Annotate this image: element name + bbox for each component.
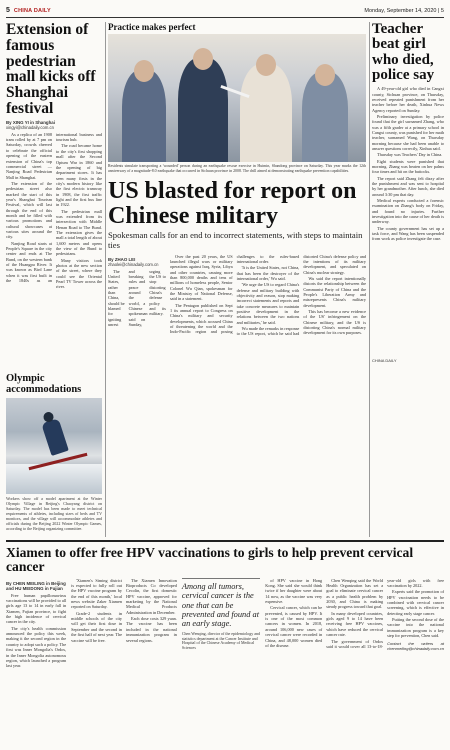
photo-headline: Practice makes perfect [108,22,196,32]
paragraph: Putting the second dose of the vaccine into the national immunization program is a key step for prevention, Chen said. [387,617,444,639]
pull-quote-text: Among all tumors, cervical cancer is the one that can be prevented and found at an early stage. [181,581,260,629]
center-dek: Spokesman calls for an end to incorrect statements, with steps to maintain ties [108,230,363,250]
paragraph: of HPV vaccine in Hong Kong. She said she would think twice if her daughter were about 14 now, as the vaccine was very expensive. [265,577,323,605]
page-number: 5 [6,7,10,14]
paragraph: The United States, rather than China, should be blamed for igniting unrest and breaking rules and peace around the world, a Chinese spokesman said on Sunday, urging the US to stop distorting China's defense policy and its military. [108,268,166,327]
paragraph: Medical experts conducted a forensic examination on Zhang's body on Friday, and found no injuries. Further investigation into the cause of her death is underway. [372,198,444,225]
left-headline: Extension of famous pedestrian mall kicks off Shanghai festival [6,21,96,117]
paragraph: Over the past 20 years, the US launched illegal wars or military operations against Iraq, Syria, Libya and other countries, causing more than 800,000 deaths and tens of millions of homeless people, Senior Colonel Wu Qian, spokesman for the Ministry of National Defense, said in a statement. [170,253,233,302]
bottom-columns [6,578,444,750]
left-byline-name: By XING YI in Shanghai [6,119,55,125]
paragraph: Preliminary investigation by police found that the girl surnamed Zhang, who was a fifth grader at a primary school in Cangxi county, was punished for her math teacher, surnamed Wang, on Thursday morning because she had been unable to answer questions correctly, Xinhua said. [372,113,444,151]
center-story [108,22,366,539]
paragraph: Chen Wenqing said the World Health Organization has set a goal to eliminate cervical cancer as a public health problem by 2030, and China is making steady progress toward that goal. [326,577,384,610]
photo-skier-figure [41,418,69,456]
paragraph: The Xiamen Innovation Bioproducts Co developed Cecolin, the first domestic HPV vaccine, approved for marketing by the National Medical Products Administration in December. [126,577,177,615]
right-body [372,86,444,356]
photo-snow [6,464,102,494]
paragraph: 'It is the United States, not China, that has been the destroyer of the international order,' Wu said. [236,265,300,281]
bottom-body-b [265,578,444,750]
center-headline: US blasted for report on Chinese military [108,178,357,229]
photo-person [240,64,292,162]
right-credit: CHINA DAILY [372,358,397,364]
paragraph: The pedestrian mall was extended from its intersection with Middle Henan Road to The Bund. The extension gives the mall a total length of about 1,600 meters and opens the view of the Bund to pedestrians. [56,208,102,257]
right-story [372,22,444,539]
pull-quote-attribution: Chen Wenqing, director of the epidemiology and statistics department at the Cancer Institute and Hospital of the Chinese Academy of Medical Sciences [181,630,261,651]
drill-caption: Residents simulate transporting a 'wounded' person during an earthquake rescue exercise in Huimin, Shandong province on Saturday. This year marks the 12th anniversary of a magnitude-8.0 earthquake that occurred in Sichuan province in 2008. The drill aimed at demonstrating earthquake prevention capabilities. [108,164,366,173]
header-left [6,7,51,14]
paragraph: Each dose costs 329 yuan. The vaccine has been included in the national immunization program in several regions. [126,616,177,643]
paragraph: Experts said the promotion of HPV vaccination needs to be combined with cervical cancer screening, which is effective in detecting early stage cancer. [387,589,444,616]
center-body [170,254,366,422]
paragraph: As a replica of an 1908 tram rolled by at 7 pm on Saturday, crowds cheered to celebrate the official opening of the eastern extension of China's top commercial street — Nanjing Road Pedestrian Mall in Shanghai. [6,131,52,180]
bottom-body-a [71,578,177,750]
paragraph: In many developed countries, girls aged 9 to 14 have been receiving free HPV vaccines, which have reduced the cervical cancer rate. [326,610,384,638]
paragraph: Thursday was Teachers' Day in China. [377,152,443,158]
center-byline [108,254,166,437]
bottom-byline-col [6,578,66,750]
paragraph: The city's health commission announced the policy this week, making it the second region in the country to adopt such a policy. The first was Inner Mongolia's Ordos, in the Inner Mongolia autonomous region, which launched a program last year. [6,625,67,669]
page-header [6,4,444,18]
left-byline [6,120,102,130]
paragraph: Cervical cancer, which can be prevented, is caused by HPV. It is one of the most common cancers in women. In 2018, around 106,000 new cases of cervical cancer were recorded in China, and 48,000 women died of the disease. [265,605,323,648]
olympic-caption: Workers show off a model apartment at the Winter Olympic Village in Beijing's Chaoyang district on Saturday. The model has been made to meet technical requirements of athletes, including sizes of beds and TV monitors, and the village will accommodate athletes and officials during the Beijing 2022 Winter Olympic Games, according to the Beijing organizing committee. [6,495,102,531]
olympic-photo [6,398,102,494]
bottom-lede [6,593,66,669]
issue-date: Monday, September 14, 2020 | 5 [364,7,444,14]
paragraph: 'We urge the US to regard China's defense and military building with objectivity and reason, stop making incorrect statements and reports and take concrete measures to maintain positive development in the relations between the two nations and militaries,' he said. [236,282,300,325]
paragraph: The extension of the pedestrian street also marked the start of this year's Shanghai Tourism Festival, which will last through the end of this month and be filled with various promotions and cultural showcases at various sites around the city. [6,180,52,240]
photo-person [178,58,228,162]
drill-photo [108,34,366,162]
paragraph: The road became home to the city's first shopping mall after the Second Opium War in 1860 and the opening of big department stores. It has seen many firsts in the city's modern history like the first electric tramway in 1908, the first traffic light and the first bus line in 1922. [56,143,102,208]
section-name: CHINA DAILY [13,7,51,14]
column-divider [369,22,370,537]
center-byline-name: By ZHAO LEI [108,256,136,262]
center-byline-block [108,257,166,267]
olympic-title: Olympic accommodations [6,372,82,395]
photo-head [134,60,154,82]
contact-line: Contact the writers at chenmeiling@chinadaily.com.cn [387,640,444,651]
center-byline-email: zhaolei@chinadaily.com.cn [108,261,159,267]
photo-head [315,64,335,86]
photo-head [193,48,213,70]
paragraph: Grade-2 students in middle schools of the city will get their first dose in September and the second in the first half of next year. The vaccine will be free. [71,610,123,643]
center-columns [108,254,366,437]
bottom-byline [6,581,66,591]
bottom-headline: Xiamen to offer free HPV vaccinations to girls to help prevent cervical cancer [6,545,414,574]
column-divider [105,22,106,537]
left-byline-email: xingyi@chinadaily.com.cn [6,124,54,130]
paragraph: The Pentagon published on Sept 1 its annual report to Congress on China's military and security developments, which accused China of threatening the world and the Indo-Pacific region and posing challenges to the rules-based international order. [170,253,300,335]
paragraph: The county government has set up a task force, and Wang has been suspended from work as police investigate the case. [372,225,444,242]
right-headline: Teacher beat girl who died, police say [372,21,435,83]
paragraph: Many visitors took photos at the new section of the street, where they could see the Oriental Pearl TV Tower across the river. [56,257,102,290]
photo-person [122,70,166,162]
bottom-byline-name: By CHEN MEILING in Beijing and HU MEIDONG in Fujian [6,580,66,591]
pull-quote [182,578,260,750]
paragraph: Free human papillomavirus vaccinations will be provided to all girls age 13 to 14 in early fall in Xiamen, Fujian province, to fight the high incidence of cervical cancer in the city. [6,592,67,625]
bottom-story [6,540,444,743]
left-story [6,22,102,539]
paragraph: Wu made the remarks in response to the US report, which he said had distorted China's defense policy and the intentions of its military development, and speculated on China's nuclear strategy. [236,253,366,337]
paragraph: 'Xiamen's Siming district is expected to fully roll out the HPV vaccine program by the end of this month,' local news website Zaker Xiamen reported on Saturday. [71,577,123,610]
paragraph: Nanjing Road starts at People's Square in the city center and ends at The Bund, on the western bank of the Huangpu River. It was known as Bird Lane when it was first built in the 1840s as an international business and tourism hub. [6,131,102,284]
photo-head [256,54,276,76]
paragraph: Eight students were punished that morning. Zhang was beaten on her palms four times and hit on the buttocks. [372,158,444,175]
left-body [6,132,102,368]
paragraph: The report said Zhang felt dizzy after the punishment and was sent to hospital by her grandmother. After lunch, she died around 3:30 pm that day. [372,175,444,197]
center-lede [108,269,166,437]
paragraph: This has become a new evidence of the US' infringement on the Chinese military, and the US is distorting China's normal military development for its own purposes. [303,309,366,336]
paragraph: Wu said the report intentionally distorts the relationship between the Communist Party of China and the People's Liberation Army and misrepresents China's military development. [303,275,366,308]
paragraph: A 49-year-old girl who died in Cangxi county, Sichuan province, on Thursday, received repeated punishment from her teacher before her death, Xinhua News Agency reported on Sunday. [372,86,444,113]
paragraph: The government of Ordos said it would cover all 13-to-18-year-old girls with free vaccination by 2022. [326,577,444,649]
